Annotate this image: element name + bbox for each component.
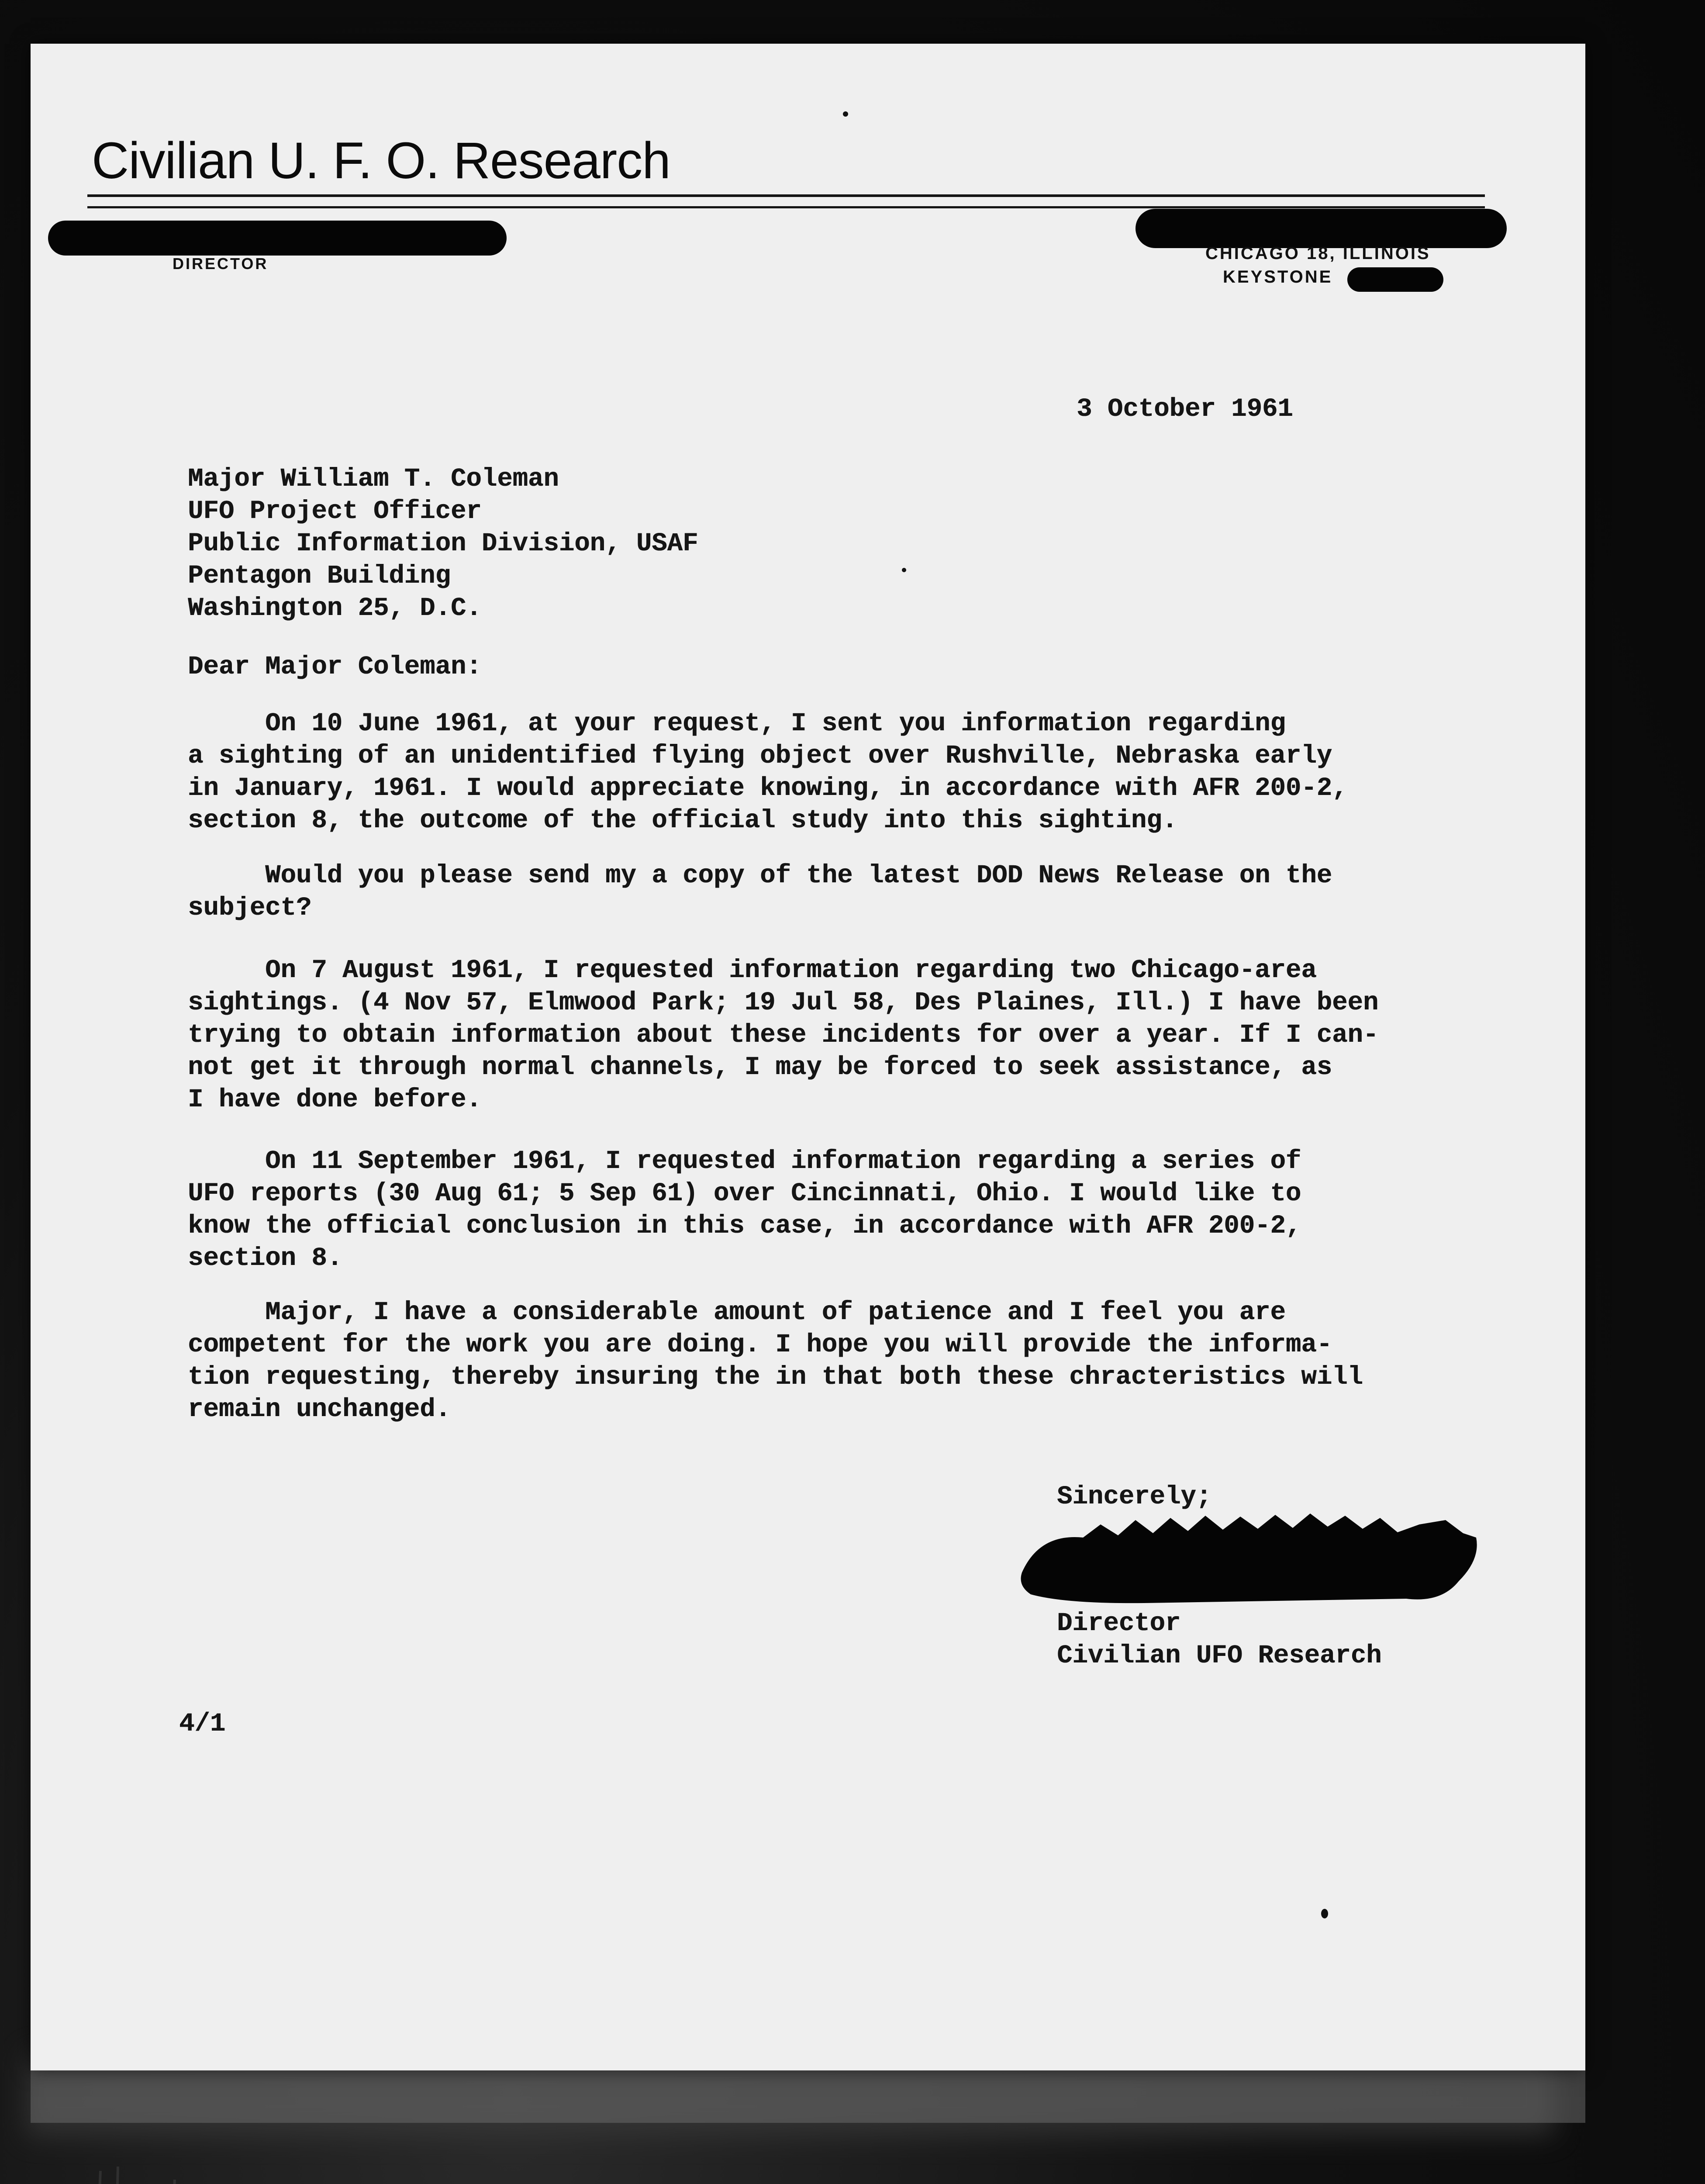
redaction-director-name [48, 221, 507, 256]
salutation: Dear Major Coleman: [188, 652, 482, 681]
paragraph-line: On 11 September 1961, I requested information regarding a series of [188, 1147, 1301, 1176]
letter-date: 3 October 1961 [1077, 394, 1293, 424]
redacted-signature [1013, 1507, 1515, 1612]
file-mark: 4/1 [179, 1709, 226, 1738]
paragraph-line: sightings. (4 Nov 57, Elmwood Park; 19 Jul 58, Des Plaines, Ill.) I have been [188, 988, 1379, 1017]
scan-speck [1321, 1909, 1328, 1918]
paragraph-line: subject? [188, 893, 312, 923]
sheet-underlay [31, 2070, 1585, 2123]
paragraph-line: a sighting of an unidentified flying object over Rushville, Nebraska early [188, 741, 1332, 771]
paragraph-line: Major, I have a considerable amount of patience and I feel you are [188, 1298, 1286, 1327]
paragraph-line: remain unchanged. [188, 1395, 451, 1424]
phone-line: KEYSTONE [1223, 267, 1333, 287]
paragraph-line: competent for the work you are doing. I hope you will provide the informa- [188, 1330, 1332, 1359]
redaction-phone [1347, 267, 1443, 292]
paragraph-line: On 10 June 1961, at your request, I sent you information regarding [188, 709, 1286, 738]
margin-marks [66, 2162, 223, 2184]
recipient-line: Major William T. Coleman [188, 464, 559, 494]
paragraph-line: section 8, the outcome of the official study into this sighting. [188, 806, 1177, 835]
paragraph-line: Would you please send my a copy of the latest DOD News Release on the [188, 861, 1332, 890]
redaction-address [1136, 209, 1507, 248]
recipient-line: Public Information Division, USAF [188, 529, 698, 558]
city-line: CHICAGO 18, ILLINOIS [1205, 244, 1431, 263]
director-label: DIRECTOR [173, 255, 269, 273]
letterhead-rule-secondary [87, 206, 1485, 208]
paragraph-line: trying to obtain information about these incidents for over a year. If I can- [188, 1020, 1379, 1050]
paragraph-line: section 8. [188, 1244, 343, 1273]
scan-speck [843, 111, 848, 117]
paragraph-line: On 7 August 1961, I requested information regarding two Chicago-area [188, 956, 1317, 985]
paragraph-line: not get it through normal channels, I may be forced to seek assistance, as [188, 1053, 1332, 1082]
recipient-line: Pentagon Building [188, 561, 451, 591]
scan-speck [902, 568, 906, 572]
signature-organization: Civilian UFO Research [1057, 1641, 1382, 1670]
paragraph-line: I have done before. [188, 1085, 482, 1114]
closing: Sincerely; [1057, 1482, 1212, 1511]
recipient-line: Washington 25, D.C. [188, 594, 482, 623]
paragraph-line: UFO reports (30 Aug 61; 5 Sep 61) over Cincinnati, Ohio. I would like to [188, 1179, 1301, 1208]
paragraph-line: know the official conclusion in this case, in accordance with AFR 200-2, [188, 1211, 1301, 1241]
paragraph-line: in January, 1961. I would appreciate knowing, in accordance with AFR 200-2, [188, 774, 1348, 803]
letterhead-rule [87, 194, 1485, 197]
signature-title: Director [1057, 1609, 1181, 1638]
organization-name: Civilian U. F. O. Research [92, 132, 670, 190]
recipient-line: UFO Project Officer [188, 497, 482, 526]
paragraph-line: tion requesting, thereby insuring the in that both these chracteristics will [188, 1362, 1363, 1392]
